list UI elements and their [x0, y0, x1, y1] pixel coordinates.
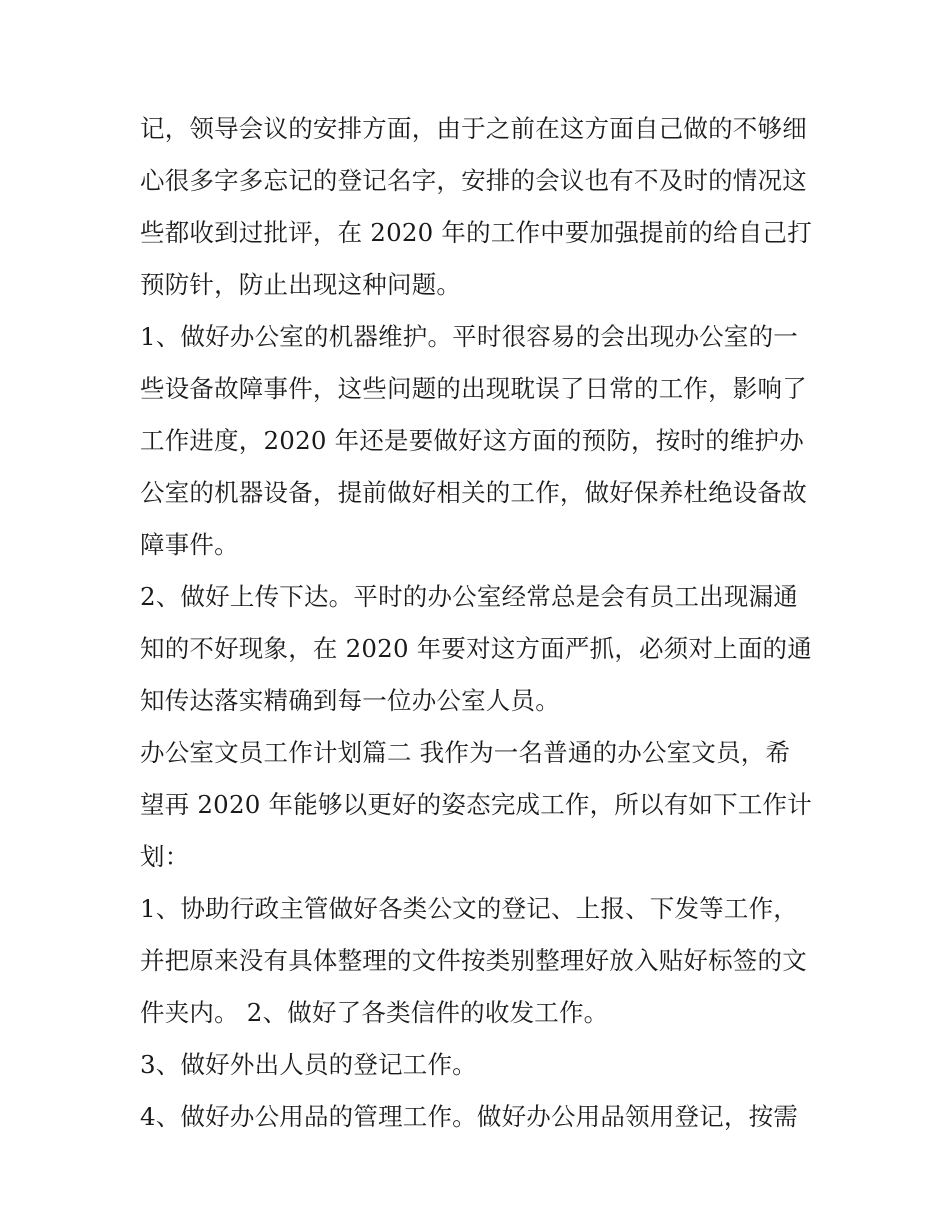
text-line: 知的不好现象，在 2020 年要对这方面严抓，必须对上面的通 [140, 634, 812, 663]
text-line: 并把原来没有具体整理的文件按类别整理好放入贴好标签的文 [140, 946, 807, 975]
text-line: 预防针，防止出现这种问题。 [140, 270, 462, 299]
text-line: 记，领导会议的安排方面，由于之前在这方面自己做的不够细 [140, 114, 807, 143]
text-line: 障事件。 [140, 530, 239, 559]
text-line: 知传达落实精确到每一位办公室人员。 [140, 686, 560, 715]
text-line: 心很多字多忘记的登记名字，安排的会议也有不及时的情况这 [140, 166, 807, 195]
text-line: 办公室文员工作计划篇二 我作为一名普通的办公室文员，希 [140, 738, 791, 767]
text-line: 划： [140, 842, 190, 871]
document-body [140, 103, 820, 1143]
text-line: 望再 2020 年能够以更好的姿态完成工作，所以有如下工作计 [140, 790, 812, 819]
text-line: 3、做好外出人员的登记工作。 [140, 1050, 477, 1079]
text-line: 1、做好办公室的机器维护。平时很容易的会出现办公室的一 [140, 322, 798, 351]
text-line: 公室的机器设备，提前做好相关的工作，做好保养杜绝设备故 [140, 478, 807, 507]
text-line: 工作进度，2020 年还是要做好这方面的预防，按时的维护办 [140, 426, 804, 455]
text-line: 4、做好办公用品的管理工作。做好办公用品领用登记，按需 [140, 1102, 798, 1131]
text-line: 件夹内。 2、做好了各类信件的收发工作。 [140, 998, 609, 1027]
text-line: 些设备故障事件，这些问题的出现耽误了日常的工作，影响了 [140, 374, 807, 403]
text-line: 些都收到过批评，在 2020 年的工作中要加强提前的给自己打 [140, 218, 812, 247]
text-line: 2、做好上传下达。平时的办公室经常总是会有员工出现漏通 [140, 582, 798, 611]
text-line: 1、协助行政主管做好各类公文的登记、上报、下发等工作， [140, 894, 798, 923]
